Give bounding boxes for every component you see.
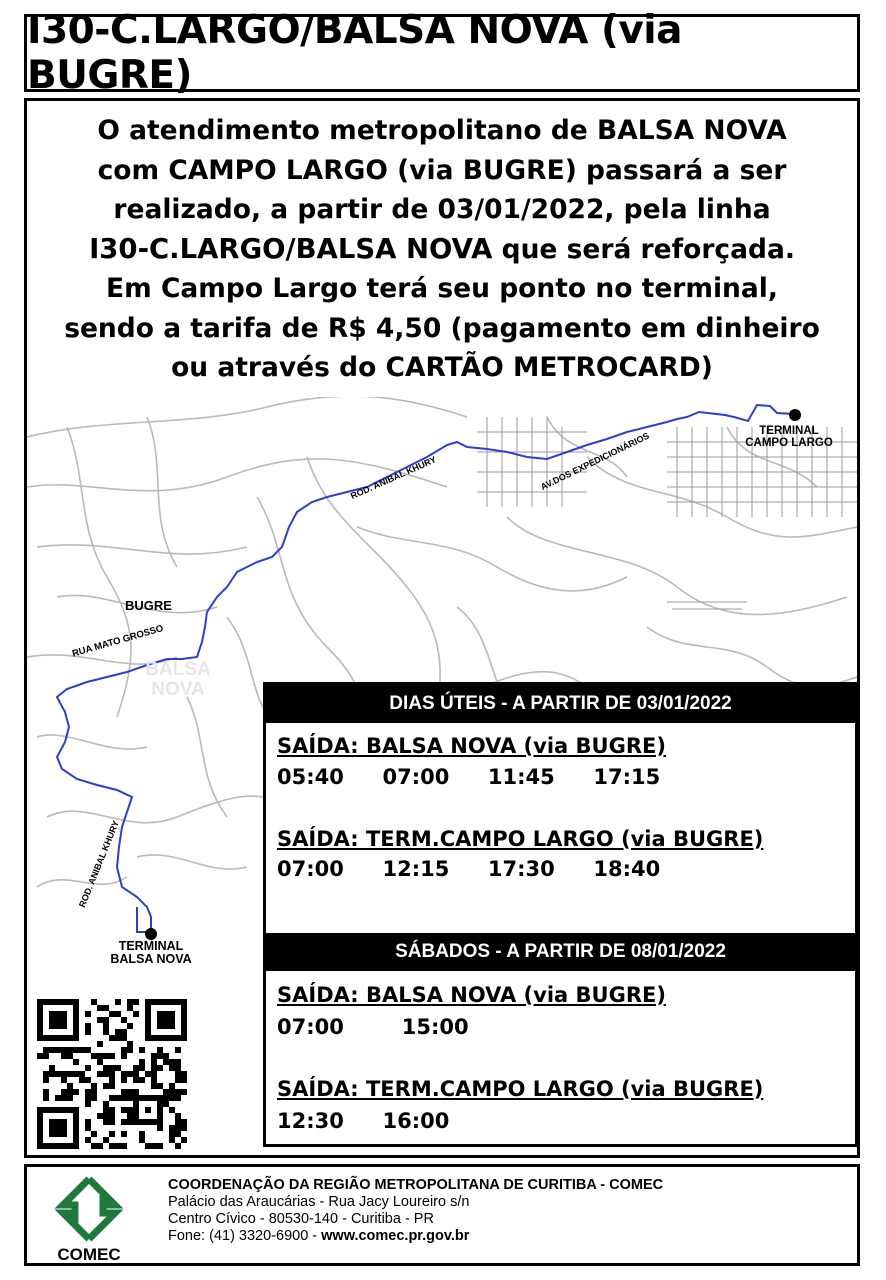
saturdays-departure-2-times: 12:30 16:00 <box>277 1109 450 1133</box>
terminal-balsa-nova-line-2: BALSA NOVA <box>110 952 192 966</box>
street-label-expedicionarios: AV.DOS EXPEDICIONÁRIOS <box>539 430 651 492</box>
org-info <box>168 1177 663 1245</box>
announcement <box>27 111 857 388</box>
saturdays-departure-1-label: SAÍDA: BALSA NOVA (via BUGRE) <box>277 983 666 1007</box>
street-label-anibal-khury-top: ROD. ANIBAL KHURY <box>349 454 438 502</box>
qr-code-icon <box>37 999 187 1149</box>
comec-logo <box>49 1173 129 1263</box>
balsa-nova-area-line-2: NOVA <box>151 679 205 700</box>
announcement-line-2: com CAMPO LARGO (via BUGRE) passará a ser <box>97 154 787 186</box>
announcement-line-1: O atendimento metropolitano de BALSA NOVA <box>97 115 787 146</box>
announcement-line-7: ou através do CARTÃO METROCARD) <box>171 352 713 383</box>
announcement-line-4 <box>27 230 857 270</box>
schedule-panel <box>263 682 858 1147</box>
weekdays-departure-2-times: 07:00 12:15 17:30 18:40 <box>277 857 661 881</box>
org-phone: Fone: (41) 3320-6900 - <box>168 1228 322 1244</box>
terminal-campo-largo-line-1: TERMINAL <box>759 425 819 437</box>
route-title: I30-C.LARGO/BALSA NOVA (via BUGRE) <box>27 8 682 98</box>
bugre-label: BUGRE <box>125 598 172 613</box>
weekdays-header: DIAS ÚTEIS - A PARTIR DE 03/01/2022 <box>266 685 855 723</box>
comec-logo-text: COMEC <box>57 1245 121 1264</box>
saturdays-departure-1-times: 07:00 15:00 <box>277 1015 469 1039</box>
announcement-line-5: Em Campo Largo terá seu ponto no terminal, <box>106 273 778 304</box>
street-label-anibal-khury-left: ROD. ANIBAL KHURY <box>77 819 121 909</box>
main-panel <box>24 98 860 1158</box>
weekdays-departure-1-label: SAÍDA: BALSA NOVA (via BUGRE) <box>277 734 666 758</box>
terminal-balsa-nova-label <box>93 940 209 966</box>
announcement-line-4-rest: que será reforçada. <box>492 233 795 265</box>
announcement-line-3: realizado, a partir de 03/01/2022, pela linha <box>113 194 771 225</box>
org-name: COORDENAÇÃO DA REGIÃO METROPOLITANA DE CURITIBA - COMEC <box>168 1177 664 1193</box>
org-address-2: Centro Cívico - 80530-140 - Curitiba - PR <box>168 1211 434 1227</box>
route-name: I30-C.LARGO/BALSA NOVA <box>89 232 493 265</box>
announcement-line-6: sendo a tarifa de R$ 4,50 (pagamento em dinheiro <box>64 312 820 344</box>
balsa-nova-area-label <box>138 660 218 700</box>
balsa-nova-area-line-1: BALSA <box>145 659 211 680</box>
org-address-1: Palácio das Araucárias - Rua Jacy Loureiro s/n <box>168 1194 470 1210</box>
terminal-campo-largo-label <box>733 425 845 449</box>
saturdays-departure-2-label: SAÍDA: TERM.CAMPO LARGO (via BUGRE) <box>277 1077 764 1101</box>
terminal-balsa-nova-line-1: TERMINAL <box>118 939 184 953</box>
weekdays-departure-1-times: 05:40 07:00 11:45 17:15 <box>277 765 661 789</box>
street-label-mato-grosso: RUA MATO GROSSO <box>71 623 165 660</box>
weekdays-departure-2-label: SAÍDA: TERM.CAMPO LARGO (via BUGRE) <box>277 827 764 851</box>
saturdays-header: SÁBADOS - A PARTIR DE 08/01/2022 <box>266 933 855 971</box>
org-contact <box>168 1228 663 1245</box>
comec-logo-icon <box>49 1173 129 1245</box>
terminal-campo-largo-line-2: CAMPO LARGO <box>745 437 833 449</box>
title-box <box>24 8 860 98</box>
footer <box>24 1164 860 1266</box>
terminal-campo-largo-marker <box>789 409 801 421</box>
org-website-link[interactable]: www.comec.pr.gov.br <box>321 1228 470 1244</box>
